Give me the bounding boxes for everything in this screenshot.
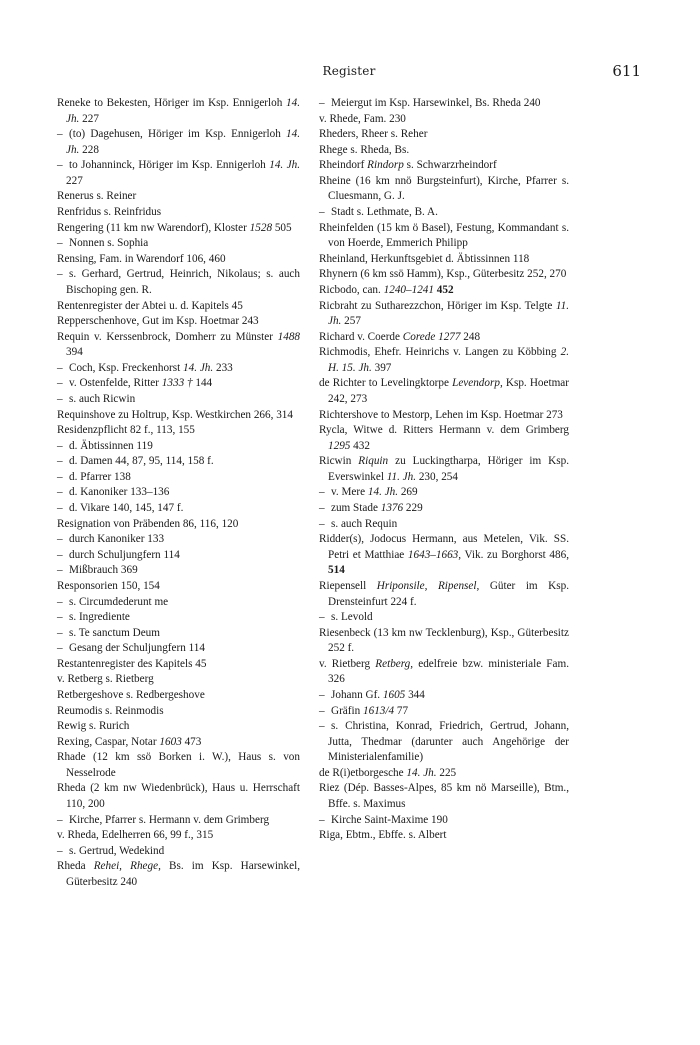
index-entry: – s. auch Requin	[319, 517, 398, 530]
index-entry: – v. Mere 14. Jh. 269	[319, 486, 418, 499]
index-entry: de Richter to Levelingktorpe Levendorp, Ksp. Hoetmar 242, 273	[319, 377, 569, 405]
page-number: 611	[612, 62, 641, 80]
index-entry: Ricbraht zu Sutharezzchon, Höriger im Ksp. Telgte 11. Jh. 257	[319, 299, 569, 328]
index-entry: – durch Kanoniker 133	[57, 533, 165, 546]
index-entry: Rheinfelden (15 km ö Basel), Festung, Kommandant s. von Hoerde, Emmerich Philipp	[319, 221, 569, 250]
index-entry: – d. Vikare 140, 145, 147 f.	[57, 502, 184, 515]
index-entry: Ricwin Riquin zu Luckingtharpa, Höriger im Ksp. Everswinkel 11. Jh. 230, 254	[319, 455, 569, 483]
index-entry: Rengering (11 km nw Warendorf), Kloster 1528 505	[57, 221, 292, 234]
index-entry: Renerus s. Reiner	[57, 190, 137, 203]
index-entry: – zum Stade 1376 229	[319, 502, 423, 515]
index-entry: – Mißbrauch 369	[57, 564, 138, 577]
index-entry: Repperschenhove, Gut im Ksp. Hoetmar 243	[57, 315, 259, 328]
index-entry: – d. Damen 44, 87, 95, 114, 158 f.	[57, 455, 214, 468]
index-entry: – s. Levold	[319, 611, 373, 624]
index-entry: – (to) Dagehusen, Höriger im Ksp. Ennigerloh 14. Jh. 228	[57, 128, 300, 156]
running-title: Register	[322, 64, 376, 78]
index-entry: – s. Te sanctum Deum	[57, 626, 160, 639]
index-entry: Riez (Dép. Basses-Alpes, 85 km nö Marseille), Btm., Bffe. s. Maximus	[319, 782, 569, 811]
index-entry: v. Rheda, Edelherren 66, 99 f., 315	[57, 829, 214, 842]
index-entry: v. Retberg s. Rietberg	[57, 673, 154, 686]
index-entry: v. Rhede, Fam. 230	[319, 112, 406, 125]
index-column-right	[319, 96, 569, 844]
index-entry: – d. Äbtissinnen 119	[57, 439, 153, 452]
index-entry: Richmodis, Ehefr. Heinrichs v. Langen zu Köbbing 2. H. 15. Jh. 397	[319, 346, 569, 374]
index-entry: Rensing, Fam. in Warendorf 106, 460	[57, 252, 226, 265]
index-entry: v. Rietberg Retberg, edelfreie bzw. ministeriale Fam. 326	[319, 657, 569, 686]
index-entry: Reumodis s. Reinmodis	[57, 704, 164, 717]
index-entry: – to Johanninck, Höriger im Ksp. Ennigerloh 14. Jh. 227	[57, 159, 300, 187]
index-entry: – Stadt s. Lethmate, B. A.	[319, 206, 438, 219]
index-entry: Requinshove zu Holtrup, Ksp. Westkirchen 266, 314	[57, 408, 293, 421]
index-entry: Rheinland, Herkunftsgebiet d. Äbtissinnen 118	[319, 252, 530, 265]
index-entry: – s. Ingrediente	[57, 611, 130, 624]
index-entry: – Johann Gf. 1605 344	[319, 688, 425, 701]
index-entry: – Meiergut im Ksp. Harsewinkel, Bs. Rheda 240	[319, 97, 541, 109]
index-entry: – Kirche Saint-Maxime 190	[319, 813, 448, 826]
index-entry: – durch Schuljungfern 114	[57, 548, 180, 561]
index-entry: Requin v. Kerssenbrock, Domherr zu Münster 1488 394	[57, 330, 300, 359]
index-entry: de R(i)etborgesche 14. Jh. 225	[319, 766, 457, 779]
index-entry: – s. Circumdederunt me	[57, 595, 169, 608]
index-entry: Resignation von Präbenden 86, 116, 120	[57, 517, 239, 530]
index-entry: Richard v. Coerde Corede 1277 248	[319, 330, 481, 343]
index-entry: – v. Ostenfelde, Ritter 1333 † 144	[57, 377, 213, 390]
index-entry: – s. Gertrud, Wedekind	[57, 844, 165, 857]
index-entry: Rheda (2 km nw Wiedenbrück), Haus u. Herrschaft 110, 200	[57, 782, 300, 811]
index-entry: Rheindorf Rindorp s. Schwarzrheindorf	[319, 159, 497, 172]
index-entry: Responsorien 150, 154	[57, 579, 160, 592]
index-column-left	[57, 96, 300, 890]
index-entry: Ridder(s), Jodocus Hermann, aus Metelen, Vik. SS. Petri et Matthiae 1643–1663, Vik. zu Borghorst 486, 514	[319, 533, 570, 577]
index-entry: Restantenregister des Kapitels 45	[57, 657, 207, 670]
index-entry: Rentenregister der Abtei u. d. Kapitels 45	[57, 299, 243, 312]
index-entry: Rewig s. Rurich	[57, 720, 130, 733]
index-entry: Rhade (12 km ssö Borken i. W.), Haus s. von Nesselrode	[57, 751, 300, 779]
index-entry: Rhynern (6 km ssö Hamm), Ksp., Güterbesitz 252, 270	[319, 268, 567, 281]
index-entry: – d. Kanoniker 133–136	[57, 486, 170, 499]
index-entry: Reneke to Bekesten, Höriger im Ksp. Ennigerloh 14. Jh. 227	[57, 97, 300, 125]
index-entry: Retbergeshove s. Redbergeshove	[57, 688, 205, 701]
index-entry: – Kirche, Pfarrer s. Hermann v. dem Grimberg	[57, 813, 270, 826]
page-header	[57, 62, 641, 84]
index-entry: – Coch, Ksp. Freckenhorst 14. Jh. 233	[57, 361, 233, 374]
index-entry: – Gräfin 1613/4 77	[319, 704, 409, 717]
index-entry: Richtershove to Mestorp, Lehen im Ksp. Hoetmar 273	[319, 408, 563, 421]
index-entry: Riesenbeck (13 km nw Tecklenburg), Ksp., Güterbesitz 252 f.	[319, 626, 569, 655]
index-entry: Rheine (16 km nnö Burgsteinfurt), Kirche, Pfarrer s. Cluesmann, G. J.	[319, 174, 569, 203]
index-entry: – s. Gerhard, Gertrud, Heinrich, Nikolaus; s. auch Bischoping gen. R.	[57, 268, 300, 296]
index-entry: Rycla, Witwe d. Ritters Hermann v. dem Grimberg 1295 432	[319, 424, 569, 452]
index-entry: Ricbodo, can. 1240–1241 452	[319, 283, 454, 296]
index-entry: Riepensell Hriponsile, Ripensel, Güter im Ksp. Drensteinfurt 224 f.	[319, 579, 569, 608]
index-entry: – Nonnen s. Sophia	[57, 237, 149, 250]
index-entry: Rexing, Caspar, Notar 1603 473	[57, 735, 202, 748]
index-entry: Riga, Ebtm., Ebffe. s. Albert	[319, 829, 447, 842]
index-entry: Rheda Rehei, Rhege, Bs. im Ksp. Harsewinkel, Güterbesitz 240	[57, 860, 300, 888]
index-entry: Rhege s. Rheda, Bs.	[319, 143, 410, 156]
index-entry: – s. Christina, Konrad, Friedrich, Gertrud, Johann, Jutta, Thedmar (darunter auch Angehörige der Ministerialenfamilie)	[319, 720, 569, 764]
index-entry: – s. auch Ricwin	[57, 392, 136, 405]
index-entry: Renfridus s. Reinfridus	[57, 206, 162, 219]
index-entry: Rheders, Rheer s. Reher	[319, 128, 428, 141]
index-entry: Residenzpflicht 82 f., 113, 155	[57, 424, 195, 437]
index-entry: – d. Pfarrer 138	[57, 470, 131, 483]
index-entry: – Gesang der Schuljungfern 114	[57, 642, 205, 655]
